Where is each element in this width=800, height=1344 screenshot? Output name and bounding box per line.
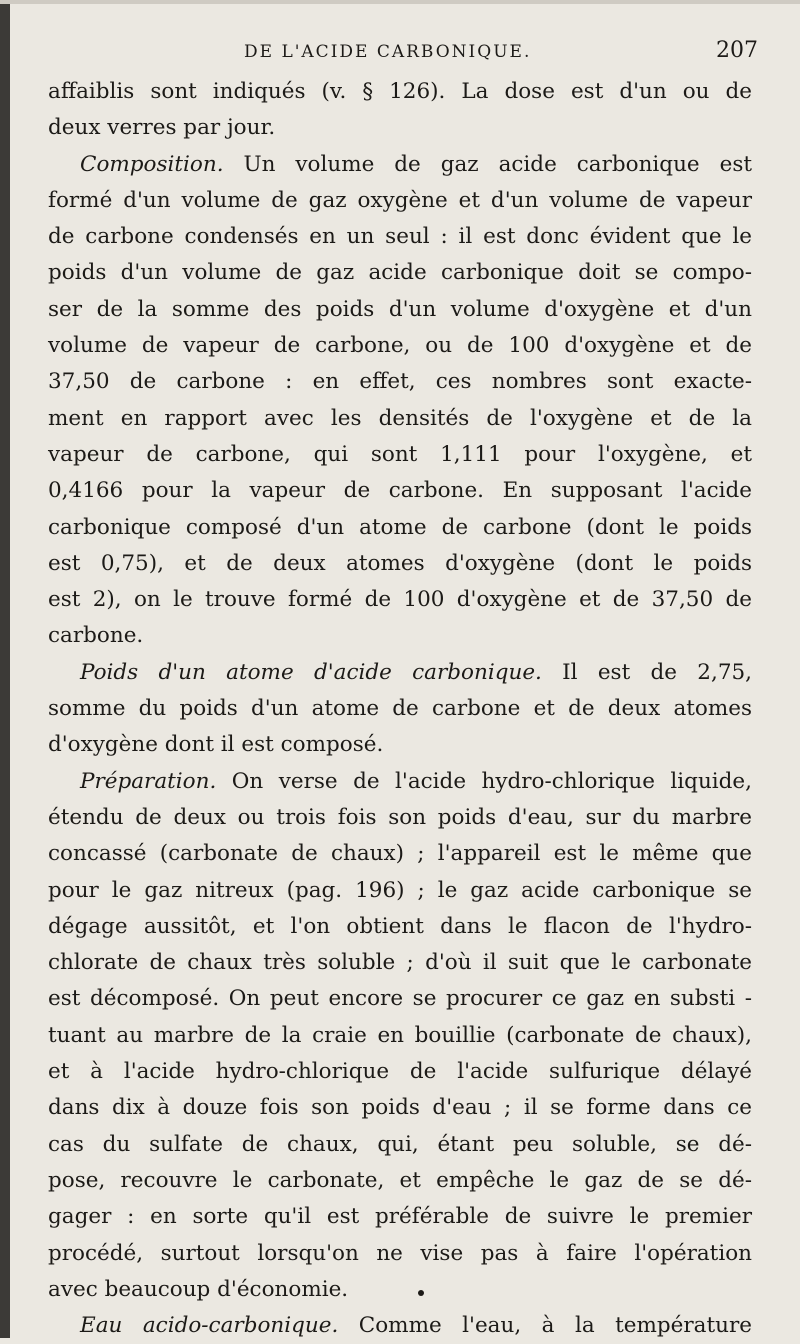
line-text: Comme l'eau, à la température	[338, 1313, 752, 1339]
text-line	[48, 1308, 752, 1344]
text-line	[48, 1127, 752, 1163]
line-text: affaiblis sont indiqués (v. § 126). La dose est d'un ou de	[48, 79, 752, 104]
text-line	[48, 437, 752, 473]
line-text: dégage aussitôt, et l'on obtient dans le flacon de l'hydro-	[48, 913, 752, 939]
text-line	[48, 292, 752, 328]
line-text: ment en rapport avec les densités de l'oxygène et de la	[48, 405, 752, 431]
line-text: gager : en sorte qu'il est préférable de suivre le premier	[48, 1204, 752, 1230]
line-text: On verse de l'acide hydro-chlorique liquide,	[216, 768, 752, 794]
line-text: volume de vapeur de carbone, ou de 100 d'oxygène et de	[48, 333, 752, 359]
line-text: dans dix à douze fois son poids d'eau ; il se forme dans ce	[48, 1095, 752, 1121]
text-line	[48, 364, 752, 400]
line-text: procédé, surtout lorsqu'on ne vise pas à faire l'opération	[48, 1240, 752, 1266]
page-number: 207	[716, 38, 758, 63]
text-line	[48, 1236, 752, 1272]
line-text: vapeur de carbone, qui sont 1,111 pour l'oxygène, et	[48, 441, 752, 467]
text-line	[48, 1090, 752, 1126]
text-line	[48, 401, 752, 437]
text-line	[48, 1018, 752, 1054]
line-text: carbonique composé d'un atome de carbone (dont le poids	[48, 514, 752, 540]
line-text: carbone.	[48, 623, 144, 649]
text-line	[48, 945, 752, 981]
text-line	[48, 836, 752, 872]
line-text: est 2), on le trouve formé de 100 d'oxygène et de 37,50 de	[48, 587, 752, 613]
text-line	[48, 255, 752, 291]
line-text: de carbone condensés en un seul : il est donc évident que le	[48, 224, 752, 250]
line-text: pose, recouvre le carbonate, et empêche le gaz de se dé-	[48, 1167, 752, 1193]
line-text: cas du sulfate de chaux, qui, étant peu soluble, se dé-	[48, 1131, 752, 1157]
line-text: somme du poids d'un atome de carbone et de deux atomes	[48, 696, 752, 722]
text-line	[48, 981, 752, 1017]
line-text: 37,50 de carbone : en effet, ces nombres sont exacte-	[48, 369, 752, 395]
line-text: et à l'acide hydro-chlorique de l'acide sulfurique délayé	[48, 1059, 752, 1085]
line-text: ser de la somme des poids d'un volume d'oxygène et d'un	[48, 296, 752, 322]
page-header	[48, 38, 758, 68]
text-line	[48, 909, 752, 945]
line-text: pour le gaz nitreux (pag. 196) ; le gaz acide carbonique se	[48, 877, 752, 903]
line-text: poids d'un volume de gaz acide carbonique doit se compo-	[48, 260, 752, 286]
paragraph-lead: Poids d'un atome d'acide carbonique.	[80, 659, 542, 685]
line-text: avec beaucoup d'économie.	[48, 1276, 349, 1302]
signature-mark	[418, 1290, 424, 1296]
scan-top-edge	[0, 0, 800, 4]
line-text: deux verres par jour.	[48, 115, 276, 141]
text-line	[48, 655, 752, 691]
line-text: étendu de deux ou trois fois son poids d'eau, sur du marbre	[48, 804, 752, 830]
scan-shadow-edge	[0, 0, 10, 1338]
body-text	[48, 74, 752, 1344]
text-line	[48, 473, 752, 509]
text-line	[48, 183, 752, 219]
line-text: concassé (carbonate de chaux) ; l'appareil est le même que	[48, 841, 752, 867]
text-line	[48, 74, 752, 110]
line-text: tuant au marbre de la craie en bouillie (carbonate de chaux),	[48, 1022, 752, 1048]
text-line	[48, 1199, 752, 1235]
text-line	[48, 691, 752, 727]
text-line	[48, 764, 752, 800]
text-line	[48, 110, 752, 146]
line-text: est décomposé. On peut encore se procurer ce gaz en substi -	[48, 986, 752, 1012]
text-line	[48, 328, 752, 364]
paragraph-lead: Eau acido-carbonique.	[80, 1313, 339, 1339]
line-text: Un volume de gaz acide carbonique est	[223, 151, 752, 177]
text-line	[48, 873, 752, 909]
text-line	[48, 800, 752, 836]
paragraph-lead: Préparation.	[80, 768, 217, 794]
line-text: est 0,75), et de deux atomes d'oxygène (dont le poids	[48, 550, 752, 576]
text-line	[48, 1272, 752, 1308]
text-line	[48, 510, 752, 546]
text-line	[48, 1054, 752, 1090]
text-line	[48, 219, 752, 255]
text-line	[48, 582, 752, 618]
line-text: chlorate de chaux très soluble ; d'où il suit que le carbonate	[48, 950, 752, 976]
line-text: Il est de 2,75,	[541, 659, 753, 685]
running-title: DE L'ACIDE CARBONIQUE.	[244, 42, 532, 62]
paragraph-lead: Composition.	[80, 151, 224, 177]
line-text: d'oxygène dont il est composé.	[48, 732, 384, 758]
line-text: formé d'un volume de gaz oxygène et d'un volume de vapeur	[48, 187, 752, 213]
text-line	[48, 546, 752, 582]
line-text: 0,4166 pour la vapeur de carbone. En supposant l'acide	[48, 478, 752, 504]
text-line	[48, 618, 752, 654]
text-line	[48, 1163, 752, 1199]
text-line	[48, 147, 752, 183]
text-line	[48, 727, 752, 763]
